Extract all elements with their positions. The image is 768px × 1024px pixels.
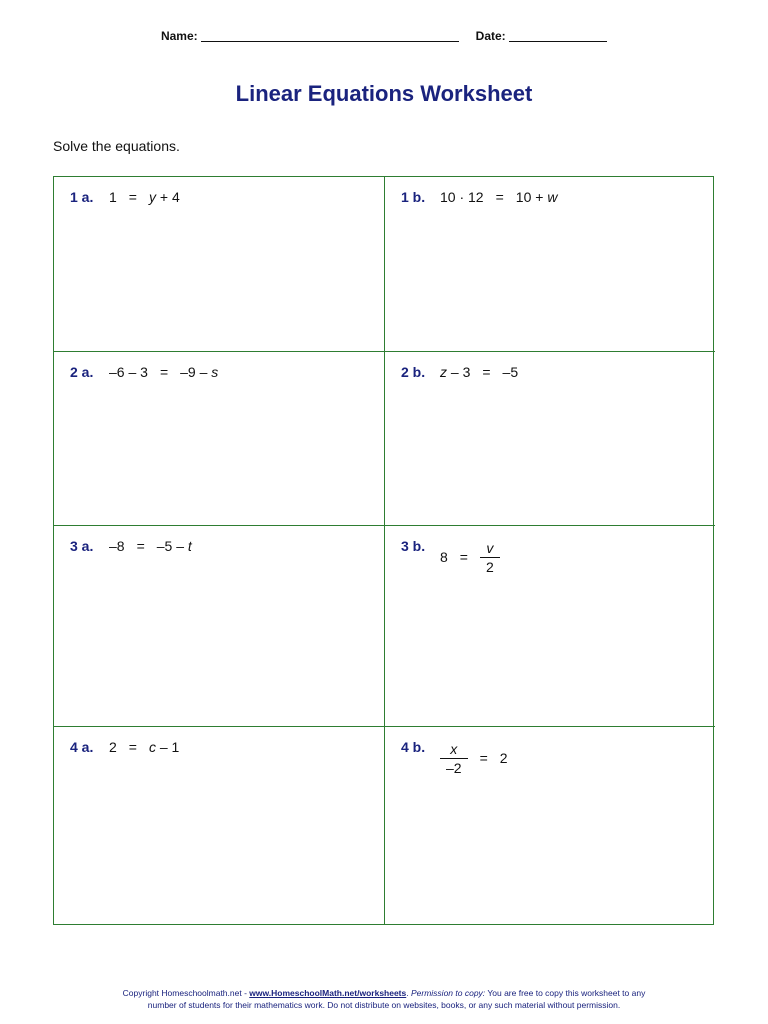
worksheets-link[interactable]: www.HomeschoolMath.net/worksheets [249,988,407,998]
problem-cell-3b [385,525,715,726]
name-blank [201,29,459,42]
problem-cell-3a [54,525,385,726]
equation: 10 · 12 = 10 + w [440,189,558,205]
date-blank [509,29,607,42]
problem-label: 1 b. [401,189,426,205]
fraction: $\frac{v}{2}$ [480,540,500,577]
problem-cell-4b [385,726,715,924]
equation: 1 = y + 4 [109,189,180,205]
page-title: Linear Equations Worksheet [235,81,533,106]
equation: –6 – 3 = –9 – s [109,364,219,380]
name-label: Name: [160,29,198,43]
problem-cell-4a [54,726,385,924]
footer-line-2: number of students for their mathematics work. Do not distribute on websites, books, or any such material without permission. [147,1000,621,1010]
problem-label: 4 b. [401,739,426,755]
problem-label: 3 b. [401,538,426,554]
equation: $\frac{x}{-2}$ = 2 [440,741,508,778]
footer-line-1: Copyright Homeschoolmath.net - www.HomeschoolMath.net/worksheets. Permission to copy: You are free to copy this worksheet to any [122,988,646,998]
equation: 8 = $\frac{v}{2}$ [440,540,500,577]
equation: –8 = –5 – t [109,538,192,554]
problem-cell-2a [54,351,385,525]
problem-cell-1a [54,177,385,351]
problem-label: 1 a. [70,189,94,205]
problem-grid [53,176,714,925]
instructions: Solve the equations. [53,138,180,154]
equation: z – 3 = –5 [440,364,519,380]
problem-label: 2 a. [70,364,94,380]
date-label: Date: [475,29,506,43]
problem-cell-1b [385,177,715,351]
name-date-line [0,29,768,43]
equation: 2 = c – 1 [109,739,180,755]
problem-label: 3 a. [70,538,94,554]
problem-label: 4 a. [70,739,94,755]
problem-label: 2 b. [401,364,426,380]
problem-cell-2b [385,351,715,525]
copyright-footer [0,987,768,1011]
fraction: $\frac{x}{-2}$ [440,741,468,778]
